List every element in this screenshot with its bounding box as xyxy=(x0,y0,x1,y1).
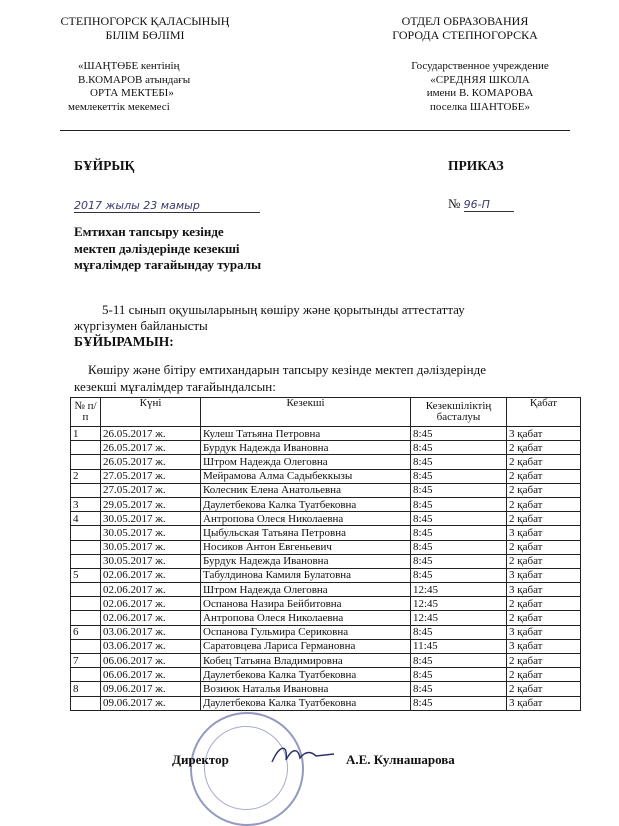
cell-start: 8:45 xyxy=(411,654,507,668)
cell-num xyxy=(71,554,101,568)
cell-start: 8:45 xyxy=(411,512,507,526)
cell-floor: 2 қабат xyxy=(507,540,581,554)
cell-date: 26.05.2017 ж. xyxy=(101,455,201,469)
cell-person: Мейрамова Алма Садыбеккызы xyxy=(201,469,411,483)
header-right-line1: ОТДЕЛ ОБРАЗОВАНИЯ xyxy=(401,14,529,28)
intro-line2: жүргізумен байланысты xyxy=(74,318,208,333)
cell-date: 02.06.2017 ж. xyxy=(101,568,201,582)
order-number-value: 96-П xyxy=(464,198,514,212)
table-row xyxy=(71,441,581,455)
header-left-school xyxy=(68,60,191,114)
cell-floor: 2 қабат xyxy=(507,682,581,696)
cell-person: Антропова Олеся Николаевна xyxy=(201,611,411,625)
cell-start: 8:45 xyxy=(411,696,507,710)
cell-floor: 2 қабат xyxy=(507,597,581,611)
cell-date: 27.05.2017 ж. xyxy=(101,483,201,497)
cell-date: 30.05.2017 ж. xyxy=(101,554,201,568)
cell-num xyxy=(71,441,101,455)
cell-date: 30.05.2017 ж. xyxy=(101,526,201,540)
cell-person: Саратовцева Лариса Германовна xyxy=(201,639,411,653)
cell-num xyxy=(71,611,101,625)
cell-floor: 2 қабат xyxy=(507,441,581,455)
header-right-line3: Государственное учреждение xyxy=(411,60,549,72)
cell-person: Кулеш Татьяна Петровна xyxy=(201,427,411,441)
cell-start: 8:45 xyxy=(411,568,507,582)
cell-floor: 2 қабат xyxy=(507,497,581,511)
cell-person: Бурдук Надежда Ивановна xyxy=(201,554,411,568)
cell-floor: 2 қабат xyxy=(507,668,581,682)
cell-num xyxy=(71,526,101,540)
header-left-org xyxy=(40,14,250,42)
cell-floor: 2 қабат xyxy=(507,483,581,497)
header-left-line4: В.КОМАРОВ атындағы xyxy=(78,73,191,86)
cell-floor: 2 қабат xyxy=(507,654,581,668)
director-title: Директор xyxy=(172,752,229,767)
table-row xyxy=(71,696,581,710)
intro-p1: Көшіру және бітіру емтихандарын тапсыру кезінде мектеп дәліздерінде xyxy=(88,362,486,377)
cell-floor: 2 қабат xyxy=(507,554,581,568)
header-left-line3: «ШАҢТӨБЕ кентінің xyxy=(78,60,180,72)
cell-num: 6 xyxy=(71,625,101,639)
cell-date: 03.06.2017 ж. xyxy=(101,639,201,653)
cell-start: 8:45 xyxy=(411,540,507,554)
duty-table xyxy=(70,397,581,711)
cell-start: 8:45 xyxy=(411,427,507,441)
table-row xyxy=(71,654,581,668)
cell-date: 03.06.2017 ж. xyxy=(101,625,201,639)
header-left-line1: СТЕПНОГОРСК ҚАЛАСЫНЫҢ xyxy=(60,14,230,28)
cell-floor: 2 қабат xyxy=(507,512,581,526)
cell-num: 5 xyxy=(71,568,101,582)
header-start: Кезекшіліктің басталуы xyxy=(411,398,507,427)
header-right-line4: «СРЕДНЯЯ ШКОЛА xyxy=(430,73,530,86)
table-row xyxy=(71,668,581,682)
cell-date: 26.05.2017 ж. xyxy=(101,427,201,441)
director-name: А.Е. Кулнашарова xyxy=(346,752,455,767)
cell-person: Даулетбекова Калка Туатбековна xyxy=(201,696,411,710)
cell-num: 1 xyxy=(71,427,101,441)
cell-date: 09.06.2017 ж. xyxy=(101,696,201,710)
cell-num xyxy=(71,639,101,653)
cell-floor: 3 қабат xyxy=(507,568,581,582)
cell-floor: 2 қабат xyxy=(507,455,581,469)
order-date-line xyxy=(74,196,260,213)
header-right-line5: имени В. КОМАРОВА xyxy=(426,87,534,99)
table-row xyxy=(71,597,581,611)
cell-start: 12:45 xyxy=(411,611,507,625)
cell-start: 11:45 xyxy=(411,639,507,653)
cell-date: 02.06.2017 ж. xyxy=(101,611,201,625)
header-date: Күні xyxy=(101,398,201,427)
table-row xyxy=(71,469,581,483)
cell-floor: 3 қабат xyxy=(507,427,581,441)
table-body xyxy=(71,427,581,711)
cell-num xyxy=(71,668,101,682)
table-row xyxy=(71,540,581,554)
order-number xyxy=(448,196,514,212)
cell-num: 7 xyxy=(71,654,101,668)
cell-date: 09.06.2017 ж. xyxy=(101,682,201,696)
intro-p2: кезекші мұғалімдер тағайындалсын: xyxy=(74,379,276,394)
cell-person: Кобец Татьяна Владимировна xyxy=(201,654,411,668)
cell-num xyxy=(71,597,101,611)
cell-start: 8:45 xyxy=(411,497,507,511)
header-divider xyxy=(60,130,570,131)
order-title-kaz: БҰЙРЫҚ xyxy=(74,158,135,173)
cell-start: 8:45 xyxy=(411,455,507,469)
order-date: 2017 жылы 23 мамыр xyxy=(74,199,200,212)
table-row xyxy=(71,554,581,568)
header-left-line2: БІЛІМ БӨЛІМІ xyxy=(105,28,185,42)
cell-num xyxy=(71,540,101,554)
cell-person: Штром Надежда Олеговна xyxy=(201,455,411,469)
cell-date: 27.05.2017 ж. xyxy=(101,469,201,483)
table-row xyxy=(71,526,581,540)
table-row xyxy=(71,568,581,582)
cell-person: Оспанова Назира Бейбитовна xyxy=(201,597,411,611)
cell-date: 02.06.2017 ж. xyxy=(101,583,201,597)
cell-floor: 3 қабат xyxy=(507,639,581,653)
header-right-school xyxy=(380,60,580,114)
cell-person: Штром Надежда Олеговна xyxy=(201,583,411,597)
header-right-line6: поселка ШАНТОБЕ» xyxy=(430,100,530,113)
cell-date: 26.05.2017 ж. xyxy=(101,441,201,455)
header-num: № п/п xyxy=(71,398,101,427)
cell-person: Антропова Олеся Николаевна xyxy=(201,512,411,526)
cell-start: 8:45 xyxy=(411,682,507,696)
cell-date: 29.05.2017 ж. xyxy=(101,497,201,511)
cell-num: 4 xyxy=(71,512,101,526)
cell-person: Оспанова Гульмира Сериковна xyxy=(201,625,411,639)
table-row xyxy=(71,483,581,497)
cell-start: 8:45 xyxy=(411,483,507,497)
header-right-line2: ГОРОДА СТЕПНОГОРСКА xyxy=(392,28,538,42)
header-left-line5: ОРТА МЕКТЕБІ» xyxy=(90,87,174,99)
table-row xyxy=(71,455,581,469)
table-row xyxy=(71,611,581,625)
order-subject-line3: мұғалімдер тағайындау туралы xyxy=(74,257,262,272)
cell-num xyxy=(71,696,101,710)
cell-start: 8:45 xyxy=(411,554,507,568)
cell-floor: 2 қабат xyxy=(507,469,581,483)
cell-start: 12:45 xyxy=(411,583,507,597)
cell-person: Носиков Антон Евгеньевич xyxy=(201,540,411,554)
order-title-rus: ПРИКАЗ xyxy=(448,158,504,173)
table-row xyxy=(71,512,581,526)
header-right-org xyxy=(350,14,580,42)
cell-floor: 2 қабат xyxy=(507,611,581,625)
cell-num xyxy=(71,483,101,497)
cell-date: 02.06.2017 ж. xyxy=(101,597,201,611)
cell-num xyxy=(71,583,101,597)
order-subject-line2: мектеп дәліздерінде кезекші xyxy=(74,240,240,256)
cell-date: 30.05.2017 ж. xyxy=(101,540,201,554)
cell-person: Колесник Елена Анатольевна xyxy=(201,483,411,497)
cell-num xyxy=(71,455,101,469)
order-subject xyxy=(74,224,261,274)
table-header-row xyxy=(71,398,581,427)
cell-person: Бурдук Надежда Ивановна xyxy=(201,441,411,455)
cell-start: 8:45 xyxy=(411,668,507,682)
intro-line1: 5-11 сынып оқушыларының көшіру және қорытынды аттестаттау xyxy=(102,302,465,317)
header-person: Кезекші xyxy=(201,398,411,427)
cell-start: 8:45 xyxy=(411,441,507,455)
signature-scribble xyxy=(268,740,338,770)
cell-start: 8:45 xyxy=(411,625,507,639)
cell-person: Возиюк Наталья Ивановна xyxy=(201,682,411,696)
table-row xyxy=(71,583,581,597)
table-row xyxy=(71,497,581,511)
table-row xyxy=(71,427,581,441)
cell-num: 2 xyxy=(71,469,101,483)
cell-person: Табулдинова Камиля Булатовна xyxy=(201,568,411,582)
cell-num: 3 xyxy=(71,497,101,511)
cell-floor: 3 қабат xyxy=(507,583,581,597)
cell-person: Даулетбекова Калка Туатбековна xyxy=(201,668,411,682)
cell-start: 8:45 xyxy=(411,526,507,540)
table-row xyxy=(71,682,581,696)
cell-num: 8 xyxy=(71,682,101,696)
cell-floor: 3 қабат xyxy=(507,696,581,710)
order-subject-line1: Емтихан тапсыру кезінде xyxy=(74,224,224,239)
table-row xyxy=(71,639,581,653)
cell-date: 06.06.2017 ж. xyxy=(101,654,201,668)
order-number-prefix: № xyxy=(448,196,461,211)
cell-floor: 3 қабат xyxy=(507,526,581,540)
cell-person: Цыбульская Татьяна Петровна xyxy=(201,526,411,540)
cell-person: Даулетбекова Калка Туатбековна xyxy=(201,497,411,511)
cell-start: 12:45 xyxy=(411,597,507,611)
cell-start: 8:45 xyxy=(411,469,507,483)
header-floor: Қабат xyxy=(507,398,581,427)
cell-floor: 3 қабат xyxy=(507,625,581,639)
cell-date: 06.06.2017 ж. xyxy=(101,668,201,682)
header-left-line6: мемлекеттік мекемесі xyxy=(68,100,170,113)
command-word: БҰЙЫРАМЫН: xyxy=(74,334,174,349)
cell-date: 30.05.2017 ж. xyxy=(101,512,201,526)
table-row xyxy=(71,625,581,639)
